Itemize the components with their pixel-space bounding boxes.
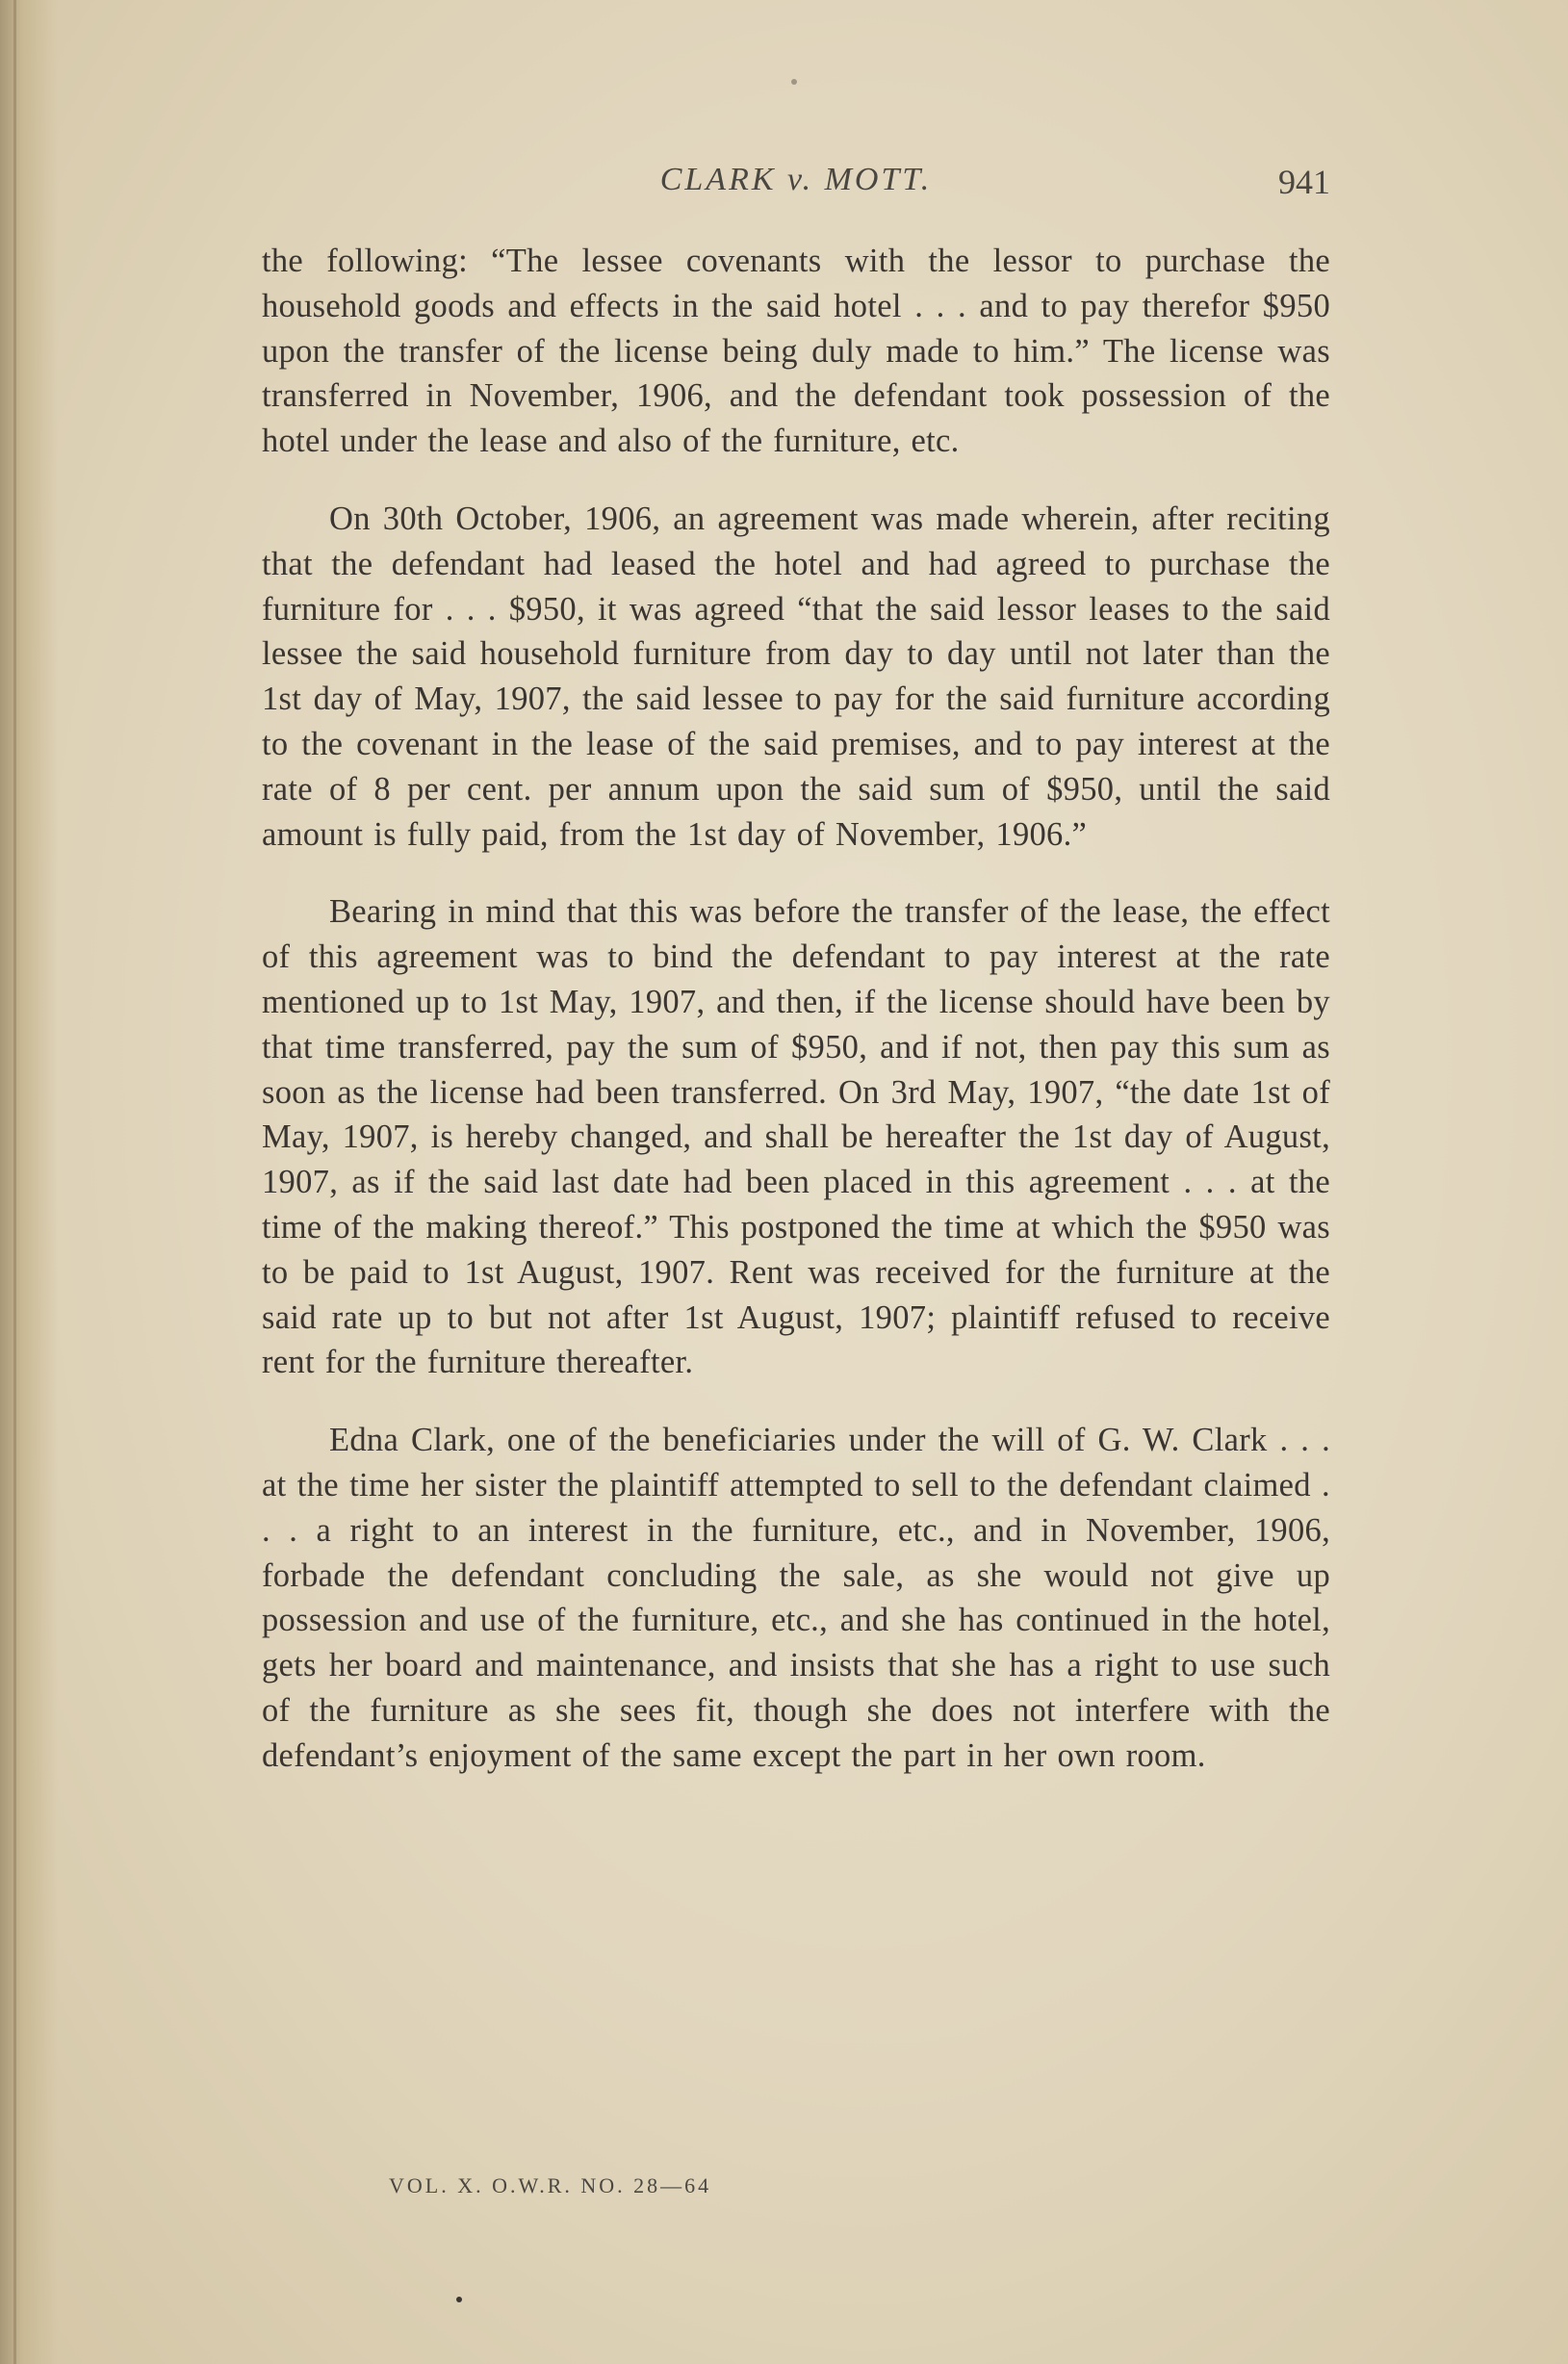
paragraph-1: the following: “The lessee covenants with the lessor to purchase the household goods and effects in the said hotel . . . and to pay therefor $950 upon the transfer of the license being duly made to him.” The license was transferred in November, 1906, and the defendant took possession of the hotel under the lease and also of the furniture, etc. — [262, 243, 1330, 460]
running-head — [262, 162, 1330, 210]
print-speck — [456, 2297, 462, 2302]
page-number: 941 — [1278, 163, 1330, 201]
binding-gutter-shadow — [0, 0, 58, 2364]
page-edge-line — [13, 0, 16, 2364]
paragraph-3: Bearing in mind that this was before the transfer of the lease, the effect of this agreement was to bind the defendant to pay interest at the rate mentioned up to 1st May, 1907, and then, if the license should have been by that time transferred, pay the sum of $950, and if not, then pay this sum as soon as the license had been transferred. On 3rd May, 1907, “the date 1st of May, 1907, is hereby changed, and shall be hereafter the 1st day of August, 1907, as if the said last date had been placed in this agreement . . . at the time of the making thereof.” This postponed the time at which the $950 was to be paid to 1st August, 1907. Rent was received for the furniture at the said rate up to but not after 1st August, 1907; plaintiff refused to receive rent for the furniture thereafter. — [262, 893, 1330, 1381]
paragraph-2: On 30th October, 1906, an agreement was made wherein, after reciting that the defendant had leased the hotel and had agreed to purchase the furniture for . . . $950, it was agreed “that the said lessor leases to the said lessee the said household furniture from day to day until not later than the 1st day of May, 1907, the said lessee to pay for the said furniture according to the covenant in the lease of the said premises, and to pay interest at the rate of 8 per cent. per annum upon the said sum of $950, until the said amount is fully paid, from the 1st day of November, 1906.” — [262, 500, 1330, 853]
print-speck — [791, 79, 797, 85]
body-text — [262, 239, 1330, 1812]
paragraph-4: Edna Clark, one of the beneficiaries under the will of G. W. Clark . . . at the time her sister the plaintiff attempted to sell to the defendant claimed . . . a right to an interest in the furniture, etc., and in November, 1906, forbade the defendant concluding the sale, as she would not give up possession and use of the furniture, etc., and she has continued in the hotel, gets her board and maintenance, and insists that she has a right to use such of the furniture as she sees fit, though she does not interfere with the defendant’s enjoyment of the same except the part in her own room. — [262, 1422, 1330, 1774]
running-title: CLARK v. MOTT. — [659, 162, 933, 197]
signature-line: VOL. X. O.W.R. NO. 28—64 — [389, 2173, 712, 2197]
